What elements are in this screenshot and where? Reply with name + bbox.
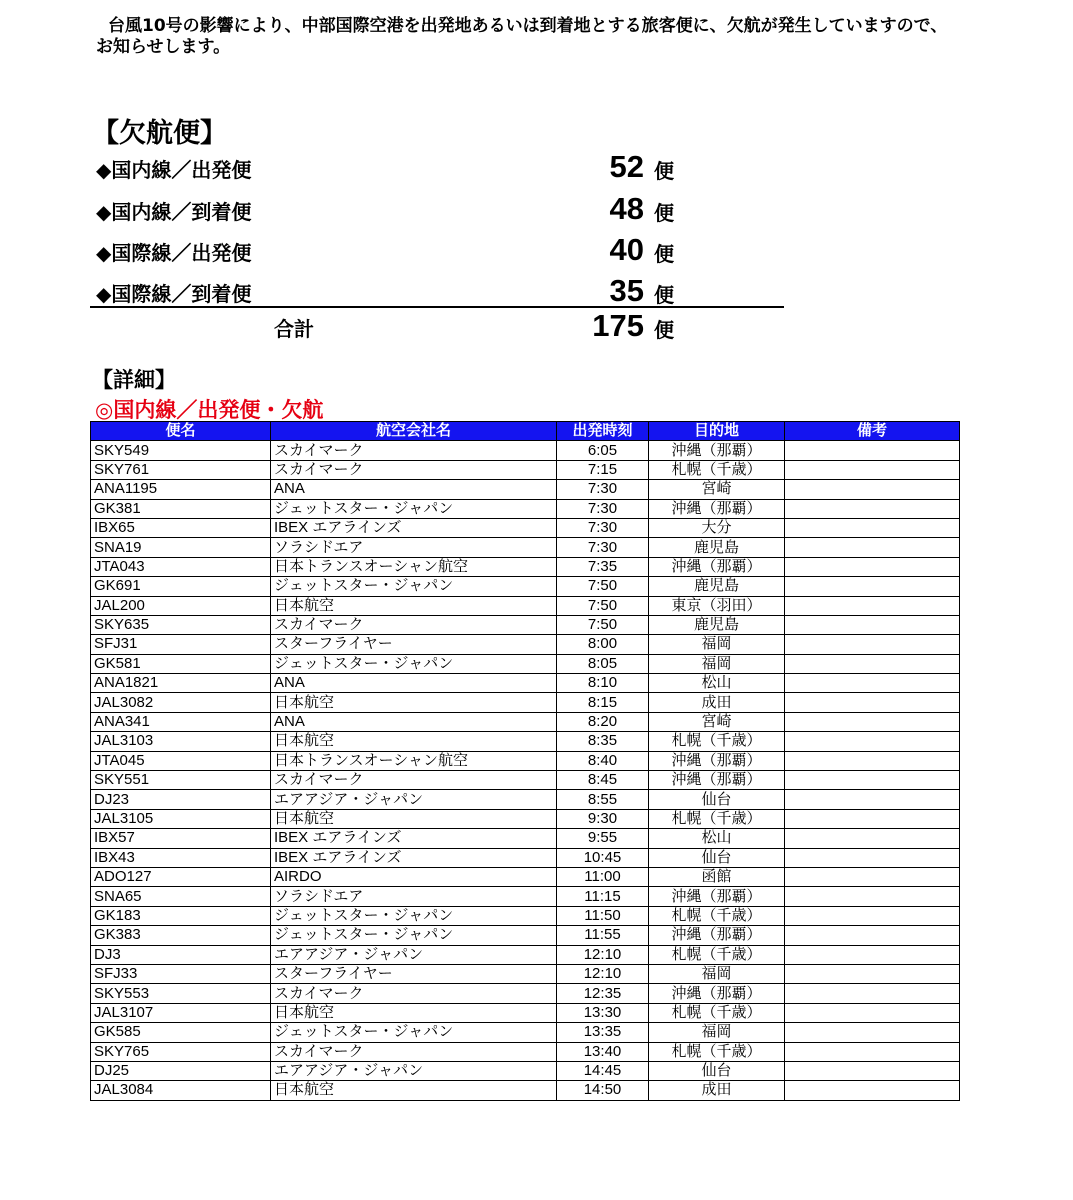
airline-cell: ジェットスター・ジャパン [271, 499, 557, 518]
departure-time-cell: 8:55 [557, 790, 649, 809]
departure-time-cell: 7:30 [557, 538, 649, 557]
summary-label: ◆国内線／到着便 [96, 200, 252, 224]
departure-time-cell: 13:40 [557, 1042, 649, 1061]
airline-cell: 日本航空 [271, 809, 557, 828]
destination-cell: 沖縄（那覇） [649, 926, 785, 945]
remarks-cell [785, 499, 960, 518]
remarks-cell [785, 674, 960, 693]
table-row [91, 693, 960, 712]
destination-cell: 大分 [649, 518, 785, 537]
flight-number-cell: JAL3082 [91, 693, 271, 712]
departure-time-cell: 8:10 [557, 674, 649, 693]
table-row [91, 518, 960, 537]
airline-cell: エアアジア・ジャパン [271, 1061, 557, 1080]
destination-cell: 沖縄（那覇） [649, 751, 785, 770]
airline-cell: スカイマーク [271, 441, 557, 460]
table-row [91, 557, 960, 576]
flight-number-cell: GK585 [91, 1023, 271, 1042]
airline-cell: 日本航空 [271, 732, 557, 751]
airline-cell: 日本航空 [271, 693, 557, 712]
destination-cell: 函館 [649, 867, 785, 886]
destination-cell: 札幌（千歳） [649, 460, 785, 479]
table-row [91, 809, 960, 828]
destination-cell: 東京（羽田） [649, 596, 785, 615]
departure-time-cell: 9:55 [557, 829, 649, 848]
flight-number-cell: GK581 [91, 654, 271, 673]
column-header-airline: 航空会社名 [271, 422, 557, 441]
table-row [91, 945, 960, 964]
airline-cell: ソラシドエア [271, 887, 557, 906]
table-row [91, 848, 960, 867]
airline-cell: スターフライヤー [271, 964, 557, 983]
destination-cell: 札幌（千歳） [649, 945, 785, 964]
remarks-cell [785, 732, 960, 751]
remarks-cell [785, 867, 960, 886]
airline-cell: 日本トランスオーシャン航空 [271, 557, 557, 576]
table-row [91, 1023, 960, 1042]
table-row [91, 577, 960, 596]
airline-cell: 日本航空 [271, 1081, 557, 1100]
destination-cell: 札幌（千歳） [649, 1003, 785, 1022]
table-row [91, 1003, 960, 1022]
flight-number-cell: IBX65 [91, 518, 271, 537]
airline-cell: 日本航空 [271, 1003, 557, 1022]
remarks-cell [785, 887, 960, 906]
departure-time-cell: 8:05 [557, 654, 649, 673]
airline-cell: ジェットスター・ジャパン [271, 926, 557, 945]
flight-number-cell: GK381 [91, 499, 271, 518]
destination-cell: 沖縄（那覇） [649, 557, 785, 576]
airline-cell: IBEX エアラインズ [271, 829, 557, 848]
departure-time-cell: 12:10 [557, 964, 649, 983]
airline-cell: スカイマーク [271, 984, 557, 1003]
destination-cell: 宮崎 [649, 712, 785, 731]
flight-number-cell: DJ23 [91, 790, 271, 809]
departure-time-cell: 6:05 [557, 441, 649, 460]
table-row [91, 867, 960, 886]
remarks-cell [785, 1081, 960, 1100]
airline-cell: ANA [271, 480, 557, 499]
flight-number-cell: ADO127 [91, 867, 271, 886]
remarks-cell [785, 790, 960, 809]
table-row [91, 1081, 960, 1100]
flight-number-cell: SKY553 [91, 984, 271, 1003]
flight-number-cell: JAL3105 [91, 809, 271, 828]
column-header-remarks: 備考 [785, 422, 960, 441]
departure-time-cell: 7:35 [557, 557, 649, 576]
airline-cell: ジェットスター・ジャパン [271, 654, 557, 673]
remarks-cell [785, 771, 960, 790]
flight-number-cell: SNA65 [91, 887, 271, 906]
airline-cell: AIRDO [271, 867, 557, 886]
table-row [91, 732, 960, 751]
remarks-cell [785, 906, 960, 925]
table-row [91, 771, 960, 790]
table-row [91, 1061, 960, 1080]
destination-cell: 沖縄（那覇） [649, 771, 785, 790]
airline-cell: エアアジア・ジャパン [271, 790, 557, 809]
destination-cell: 仙台 [649, 1061, 785, 1080]
flight-number-cell: ANA341 [91, 712, 271, 731]
table-row [91, 1042, 960, 1061]
remarks-cell [785, 577, 960, 596]
table-row [91, 712, 960, 731]
remarks-cell [785, 518, 960, 537]
summary-row-international-arrivals [96, 271, 686, 311]
airline-cell: スターフライヤー [271, 635, 557, 654]
departure-time-cell: 8:40 [557, 751, 649, 770]
remarks-cell [785, 751, 960, 770]
remarks-cell [785, 654, 960, 673]
table-row [91, 906, 960, 925]
table-row [91, 538, 960, 557]
flight-number-cell: SKY635 [91, 615, 271, 634]
table-row [91, 499, 960, 518]
table-row [91, 926, 960, 945]
table-header-row [91, 422, 960, 441]
table-row [91, 654, 960, 673]
summary-count: 35 [609, 273, 644, 308]
departure-time-cell: 8:00 [557, 635, 649, 654]
destination-cell: 松山 [649, 674, 785, 693]
destination-cell: 福岡 [649, 654, 785, 673]
summary-unit: 便 [654, 159, 674, 183]
destination-cell: 札幌（千歳） [649, 1042, 785, 1061]
destination-cell: 沖縄（那覇） [649, 499, 785, 518]
flight-number-cell: SKY765 [91, 1042, 271, 1061]
flight-number-cell: JAL3107 [91, 1003, 271, 1022]
flight-number-cell: GK691 [91, 577, 271, 596]
remarks-cell [785, 848, 960, 867]
airline-cell: スカイマーク [271, 615, 557, 634]
airline-cell: エアアジア・ジャパン [271, 945, 557, 964]
departure-time-cell: 11:15 [557, 887, 649, 906]
remarks-cell [785, 460, 960, 479]
cancelled-flights-table [90, 421, 960, 1101]
departure-time-cell: 8:20 [557, 712, 649, 731]
airline-cell: IBEX エアラインズ [271, 518, 557, 537]
departure-time-cell: 13:30 [557, 1003, 649, 1022]
summary-label: ◆国内線／出発便 [96, 158, 252, 182]
destination-cell: 鹿児島 [649, 577, 785, 596]
column-header-flight-number: 便名 [91, 422, 271, 441]
destination-cell: 札幌（千歳） [649, 906, 785, 925]
destination-cell: 成田 [649, 1081, 785, 1100]
departure-time-cell: 7:30 [557, 518, 649, 537]
airline-cell: スカイマーク [271, 771, 557, 790]
airline-cell: ソラシドエア [271, 538, 557, 557]
flight-number-cell: ANA1821 [91, 674, 271, 693]
departure-time-cell: 8:45 [557, 771, 649, 790]
departure-time-cell: 14:45 [557, 1061, 649, 1080]
table-body [91, 441, 960, 1100]
remarks-cell [785, 945, 960, 964]
remarks-cell [785, 538, 960, 557]
destination-cell: 福岡 [649, 1023, 785, 1042]
airline-cell: ジェットスター・ジャパン [271, 906, 557, 925]
flight-number-cell: IBX43 [91, 848, 271, 867]
summary-row-domestic-arrivals [96, 189, 686, 229]
destination-cell: 沖縄（那覇） [649, 441, 785, 460]
flight-number-cell: JAL3084 [91, 1081, 271, 1100]
summary-label: ◆国際線／出発便 [96, 241, 252, 265]
flight-number-cell: ANA1195 [91, 480, 271, 499]
table-row [91, 674, 960, 693]
destination-cell: 仙台 [649, 848, 785, 867]
departure-time-cell: 14:50 [557, 1081, 649, 1100]
table-row [91, 596, 960, 615]
departure-time-cell: 8:15 [557, 693, 649, 712]
flight-number-cell: SFJ31 [91, 635, 271, 654]
departure-time-cell: 12:35 [557, 984, 649, 1003]
airline-cell: スカイマーク [271, 1042, 557, 1061]
destination-cell: 沖縄（那覇） [649, 984, 785, 1003]
flight-number-cell: SFJ33 [91, 964, 271, 983]
column-header-destination: 目的地 [649, 422, 785, 441]
remarks-cell [785, 1042, 960, 1061]
airline-cell: IBEX エアラインズ [271, 848, 557, 867]
remarks-cell [785, 557, 960, 576]
departure-time-cell: 8:35 [557, 732, 649, 751]
destination-cell: 福岡 [649, 635, 785, 654]
column-header-departure-time: 出発時刻 [557, 422, 649, 441]
flight-number-cell: SKY761 [91, 460, 271, 479]
departure-time-cell: 9:30 [557, 809, 649, 828]
summary-label: ◆国際線／到着便 [96, 282, 252, 306]
intro-text: 台風10号の影響により、中部国際空港を出発地あるいは到着地とする旅客便に、欠航が発生していますので、お知らせします。 [96, 16, 948, 57]
table-row [91, 441, 960, 460]
airline-cell: 日本トランスオーシャン航空 [271, 751, 557, 770]
summary-count: 40 [609, 232, 644, 267]
remarks-cell [785, 712, 960, 731]
airline-cell: ジェットスター・ジャパン [271, 1023, 557, 1042]
departure-time-cell: 11:55 [557, 926, 649, 945]
airline-cell: スカイマーク [271, 460, 557, 479]
destination-cell: 札幌（千歳） [649, 732, 785, 751]
domestic-departures-cancelled-heading: ◎国内線／出発便・欠航 [95, 398, 324, 422]
remarks-cell [785, 1061, 960, 1080]
summary-row-domestic-departures [96, 147, 686, 187]
remarks-cell [785, 1003, 960, 1022]
table-row [91, 887, 960, 906]
flight-number-cell: GK383 [91, 926, 271, 945]
remarks-cell [785, 596, 960, 615]
flight-number-cell: SNA19 [91, 538, 271, 557]
remarks-cell [785, 984, 960, 1003]
flight-number-cell: JAL3103 [91, 732, 271, 751]
remarks-cell [785, 635, 960, 654]
flight-number-cell: DJ25 [91, 1061, 271, 1080]
flight-number-cell: IBX57 [91, 829, 271, 848]
departure-time-cell: 7:50 [557, 577, 649, 596]
total-label: 合計 [274, 317, 314, 341]
table-row [91, 460, 960, 479]
remarks-cell [785, 964, 960, 983]
departure-time-cell: 7:30 [557, 480, 649, 499]
remarks-cell [785, 615, 960, 634]
departure-time-cell: 13:35 [557, 1023, 649, 1042]
summary-unit: 便 [654, 201, 674, 225]
airline-cell: ジェットスター・ジャパン [271, 577, 557, 596]
departure-time-cell: 7:50 [557, 615, 649, 634]
departure-time-cell: 11:50 [557, 906, 649, 925]
airline-cell: ANA [271, 712, 557, 731]
destination-cell: 松山 [649, 829, 785, 848]
flight-number-cell: SKY551 [91, 771, 271, 790]
destination-cell: 仙台 [649, 790, 785, 809]
summary-unit: 便 [654, 242, 674, 266]
table-row [91, 984, 960, 1003]
table-row [91, 790, 960, 809]
flight-number-cell: JTA043 [91, 557, 271, 576]
flight-number-cell: GK183 [91, 906, 271, 925]
remarks-cell [785, 693, 960, 712]
remarks-cell [785, 441, 960, 460]
flight-number-cell: SKY549 [91, 441, 271, 460]
total-unit: 便 [654, 318, 674, 342]
departure-time-cell: 7:15 [557, 460, 649, 479]
destination-cell: 札幌（千歳） [649, 809, 785, 828]
departure-time-cell: 7:50 [557, 596, 649, 615]
summary-row-international-departures [96, 230, 686, 270]
table-row [91, 635, 960, 654]
destination-cell: 福岡 [649, 964, 785, 983]
summary-count: 52 [609, 149, 644, 184]
cancelled-flights-heading: 【欠航便】 [92, 118, 227, 149]
summary-unit: 便 [654, 283, 674, 307]
remarks-cell [785, 829, 960, 848]
destination-cell: 宮崎 [649, 480, 785, 499]
destination-cell: 沖縄（那覇） [649, 887, 785, 906]
table-row [91, 964, 960, 983]
remarks-cell [785, 926, 960, 945]
details-heading: 【詳細】 [92, 368, 176, 392]
airline-cell: 日本航空 [271, 596, 557, 615]
summary-total-row [96, 306, 686, 346]
table-row [91, 829, 960, 848]
airline-cell: ANA [271, 674, 557, 693]
flight-number-cell: JAL200 [91, 596, 271, 615]
departure-time-cell: 10:45 [557, 848, 649, 867]
departure-time-cell: 11:00 [557, 867, 649, 886]
departure-time-cell: 7:30 [557, 499, 649, 518]
departure-time-cell: 12:10 [557, 945, 649, 964]
remarks-cell [785, 809, 960, 828]
table-row [91, 751, 960, 770]
remarks-cell [785, 1023, 960, 1042]
flight-number-cell: JTA045 [91, 751, 271, 770]
flight-number-cell: DJ3 [91, 945, 271, 964]
table-row [91, 480, 960, 499]
destination-cell: 鹿児島 [649, 538, 785, 557]
destination-cell: 成田 [649, 693, 785, 712]
remarks-cell [785, 480, 960, 499]
total-count: 175 [592, 308, 644, 343]
destination-cell: 鹿児島 [649, 615, 785, 634]
summary-count: 48 [609, 191, 644, 226]
table-row [91, 615, 960, 634]
